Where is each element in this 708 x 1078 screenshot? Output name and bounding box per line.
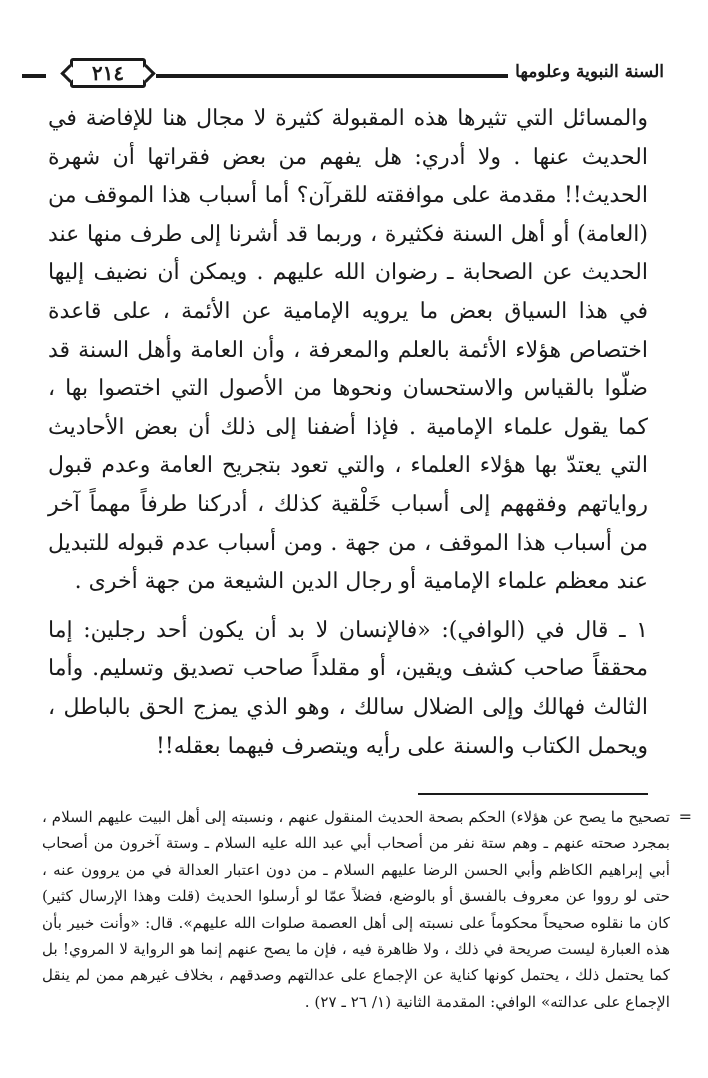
page-header bbox=[22, 58, 672, 94]
footnote-continuation-marker: = bbox=[678, 807, 692, 826]
paragraph-numbered: ١ ـ قال في (الوافي): «فالإنسان لا بد أن يكون أحد رجلين: إما محققاً صاحب كشف ويقين، أو مقلداً صاحب تصديق وتسليم. وأما الثالث فهالك وإلى الضلال سالك ، وهو الذي يمزج الحق بالباطل ، ويحمل الكتاب والسنة على رأيه ويتصرف فيهما بعقله!! bbox=[48, 617, 648, 759]
footnote-text: تصحيح ما يصح عن هؤلاء) الحكم بصحة الحديث المنقول عنهم ، ونسبته إلى أهل البيت عليهم السلام ، بمجرد صحته عنهم ـ وهم ستة نفر من أصحاب أبي عبد الله عليه السلام ـ وستة آخرون من أصحاب أبي إبراهيم الكاظم وأبي الحسن الرضا عليهم السلام ـ من دون اعتبار العدالة في من يروون عنه ، حتى لو رووا عن معروف بالفسق أو بالوضع، فضلاً عمّا لو أرسلوا الحديث (قلت وهذا الإرسال كثير) كان ما نقلوه صحيحاً محكوماً على نسبته إلى أهل العصمة صلوات الله عليهم». قال: «وأنت خبير بأن هذه العبارة ليست صريحة في ذلك ، ولا ظاهرة فيه ، فإن ما يصح عنهم إنما هو الرواية لا المروي! بل كما يحتمل ذلك ، يحتمل كونها كناية عن الإجماع على عدالتهم وصدقهم ، بخلاف غيرهم ممن لم ينقل الإجماع على عدالته» الوافي: المقدمة الثانية (١/ ٢٦ ـ ٢٧) . bbox=[42, 808, 670, 1011]
running-title: السنة النبوية وعلومها bbox=[515, 62, 664, 82]
body-text bbox=[48, 100, 648, 766]
page-number: ٢١٤ bbox=[70, 58, 146, 88]
footnote bbox=[42, 804, 692, 1015]
header-rule bbox=[156, 74, 508, 78]
footnote-separator bbox=[418, 793, 648, 795]
paragraph: والمسائل التي تثيرها هذه المقبولة كثيرة لا مجال هنا للإفاضة في الحديث عنها . ولا أدري: هل يفهم من بعض فقراتها أن شهرة الحديث!! مقدمة على موافقته للقرآن؟ أما أسباب هذا الموقف من (العامة) أو أهل السنة فكثيرة ، وربما قد أشرنا إلى طرف منها عند الحديث عن الصحابة ـ رضوان الله عليهم . ويمكن أن نضيف إليها في هذا السياق بعض ما يرويه الإمامية عن الأئمة ، على قاعدة اختصاص هؤلاء الأئمة بالعلم والمعرفة ، وأن العامة وأهل السنة قد ضلّوا بالقياس والاستحسان ونحوها من الأصول التي اختصوا بها ، كما يقول علماء الإمامية . فإذا أضفنا إلى ذلك أن بعض الأحاديث التي يعتدّ بها هؤلاء العلماء ، والتي تعود بتجريح العامة وعدم قبول رواياتهم وفقههم إلى أسباب خَلْقية كذلك ، أدركنا طرفاً مهماً آخر من أسباب هذا الموقف ، من جهة . ومن أسباب عدم قبوله للتبديل عند معظم علماء الإمامية أو رجال الدين الشيعة من جهة أخرى . bbox=[48, 106, 648, 595]
header-rule-end bbox=[22, 74, 46, 78]
